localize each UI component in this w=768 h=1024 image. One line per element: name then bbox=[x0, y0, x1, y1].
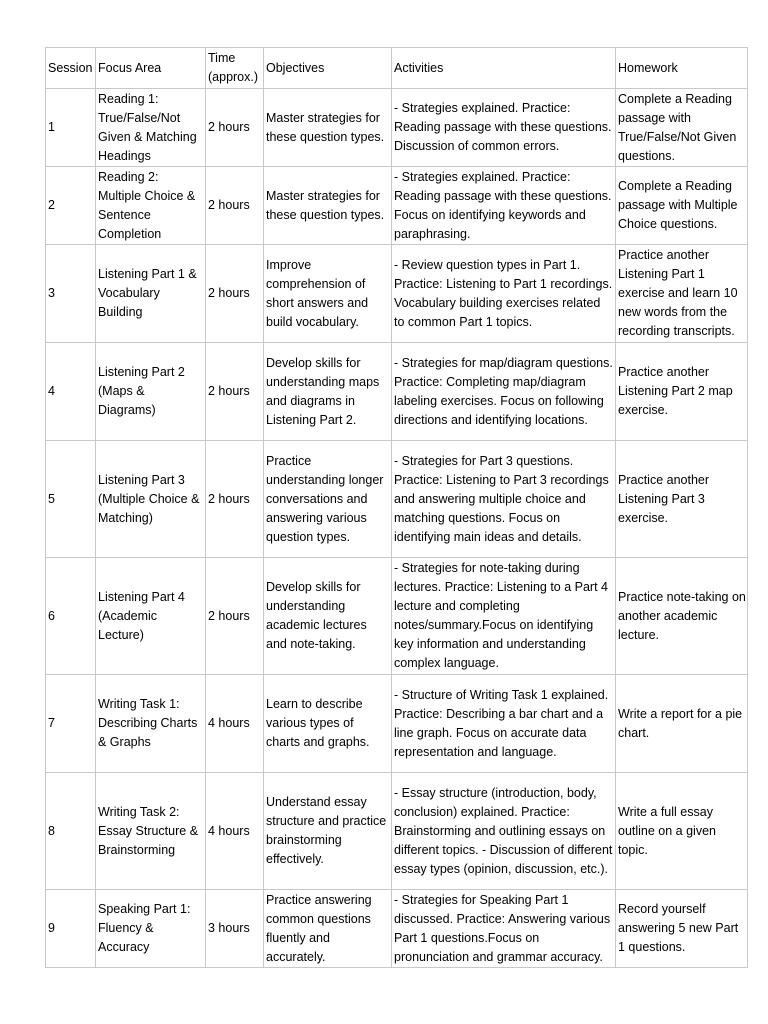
cell-objectives: Master strategies for these question types. bbox=[264, 167, 392, 245]
table-row bbox=[46, 167, 748, 245]
header-session: Session bbox=[46, 48, 96, 89]
cell-activities: - Strategies explained. Practice: Reading passage with these questions. Discussion of common errors. bbox=[392, 89, 616, 167]
table-row bbox=[46, 773, 748, 890]
cell-session: 1 bbox=[46, 89, 96, 167]
cell-session: 3 bbox=[46, 245, 96, 343]
cell-objectives: Understand essay structure and practice brainstorming effectively. bbox=[264, 773, 392, 890]
cell-session: 4 bbox=[46, 343, 96, 441]
table-row bbox=[46, 675, 748, 773]
table-row bbox=[46, 441, 748, 558]
cell-session: 8 bbox=[46, 773, 96, 890]
table-row bbox=[46, 245, 748, 343]
header-activities: Activities bbox=[392, 48, 616, 89]
cell-objectives: Develop skills for understanding academic lectures and note-taking. bbox=[264, 558, 392, 675]
cell-homework: Write a report for a pie chart. bbox=[616, 675, 748, 773]
cell-time: 2 hours bbox=[206, 245, 264, 343]
cell-time: 2 hours bbox=[206, 558, 264, 675]
header-objectives: Objectives bbox=[264, 48, 392, 89]
cell-objectives: Learn to describe various types of charts and graphs. bbox=[264, 675, 392, 773]
cell-objectives: Develop skills for understanding maps and diagrams in Listening Part 2. bbox=[264, 343, 392, 441]
table-row bbox=[46, 890, 748, 968]
cell-time: 2 hours bbox=[206, 89, 264, 167]
cell-activities: - Review question types in Part 1. Practice: Listening to Part 1 recordings. Vocabulary building exercises related to common Part 1 topics. bbox=[392, 245, 616, 343]
header-homework: Homework bbox=[616, 48, 748, 89]
cell-homework: Practice note-taking on another academic lecture. bbox=[616, 558, 748, 675]
header-row bbox=[46, 48, 748, 89]
cell-session: 5 bbox=[46, 441, 96, 558]
session-plan-table bbox=[45, 47, 748, 968]
cell-focus-area: Listening Part 2 (Maps & Diagrams) bbox=[96, 343, 206, 441]
cell-activities: - Essay structure (introduction, body, conclusion) explained. Practice: Brainstorming and outlining essays on different topics. - Discussion of different essay types (opinion, discussion, etc.). bbox=[392, 773, 616, 890]
cell-focus-area: Listening Part 4 (Academic Lecture) bbox=[96, 558, 206, 675]
table-row bbox=[46, 558, 748, 675]
cell-activities: - Strategies for map/diagram questions. Practice: Completing map/diagram labeling exercises. Focus on following directions and identifying locations. bbox=[392, 343, 616, 441]
table-body bbox=[46, 89, 748, 968]
cell-objectives: Practice understanding longer conversations and answering various question types. bbox=[264, 441, 392, 558]
cell-activities: - Structure of Writing Task 1 explained. Practice: Describing a bar chart and a line graph. Focus on accurate data representation and language. bbox=[392, 675, 616, 773]
cell-homework: Complete a Reading passage with Multiple Choice questions. bbox=[616, 167, 748, 245]
cell-time: 2 hours bbox=[206, 167, 264, 245]
cell-homework: Practice another Listening Part 2 map exercise. bbox=[616, 343, 748, 441]
cell-homework: Write a full essay outline on a given topic. bbox=[616, 773, 748, 890]
cell-focus-area: Reading 2: Multiple Choice & Sentence Completion bbox=[96, 167, 206, 245]
table-header bbox=[46, 48, 748, 89]
cell-focus-area: Listening Part 1 & Vocabulary Building bbox=[96, 245, 206, 343]
cell-homework: Practice another Listening Part 3 exercise. bbox=[616, 441, 748, 558]
cell-session: 6 bbox=[46, 558, 96, 675]
cell-focus-area: Reading 1: True/False/Not Given & Matching Headings bbox=[96, 89, 206, 167]
cell-objectives: Master strategies for these question types. bbox=[264, 89, 392, 167]
cell-objectives: Practice answering common questions fluently and accurately. bbox=[264, 890, 392, 968]
header-focus-area: Focus Area bbox=[96, 48, 206, 89]
table-row bbox=[46, 89, 748, 167]
cell-activities: - Strategies explained. Practice: Reading passage with these questions. Focus on identifying keywords and paraphrasing. bbox=[392, 167, 616, 245]
cell-homework: Practice another Listening Part 1 exercise and learn 10 new words from the recording transcripts. bbox=[616, 245, 748, 343]
cell-time: 3 hours bbox=[206, 890, 264, 968]
cell-session: 7 bbox=[46, 675, 96, 773]
cell-time: 4 hours bbox=[206, 675, 264, 773]
cell-objectives: Improve comprehension of short answers and build vocabulary. bbox=[264, 245, 392, 343]
header-time: Time (approx.) bbox=[206, 48, 264, 89]
cell-homework: Complete a Reading passage with True/False/Not Given questions. bbox=[616, 89, 748, 167]
cell-activities: - Strategies for Part 3 questions. Practice: Listening to Part 3 recordings and answering multiple choice and matching questions. Focus on identifying main ideas and details. bbox=[392, 441, 616, 558]
cell-time: 2 hours bbox=[206, 343, 264, 441]
table-row bbox=[46, 343, 748, 441]
cell-time: 2 hours bbox=[206, 441, 264, 558]
cell-session: 9 bbox=[46, 890, 96, 968]
cell-activities: - Strategies for note-taking during lectures. Practice: Listening to a Part 4 lecture and completing notes/summary.Focus on identifying key information and understanding complex language. bbox=[392, 558, 616, 675]
cell-activities: - Strategies for Speaking Part 1 discussed. Practice: Answering various Part 1 questions.Focus on pronunciation and grammar accuracy. bbox=[392, 890, 616, 968]
cell-homework: Record yourself answering 5 new Part 1 questions. bbox=[616, 890, 748, 968]
cell-session: 2 bbox=[46, 167, 96, 245]
cell-focus-area: Writing Task 1: Describing Charts & Graphs bbox=[96, 675, 206, 773]
cell-focus-area: Listening Part 3 (Multiple Choice & Matching) bbox=[96, 441, 206, 558]
cell-time: 4 hours bbox=[206, 773, 264, 890]
cell-focus-area: Writing Task 2: Essay Structure & Brainstorming bbox=[96, 773, 206, 890]
cell-focus-area: Speaking Part 1: Fluency & Accuracy bbox=[96, 890, 206, 968]
